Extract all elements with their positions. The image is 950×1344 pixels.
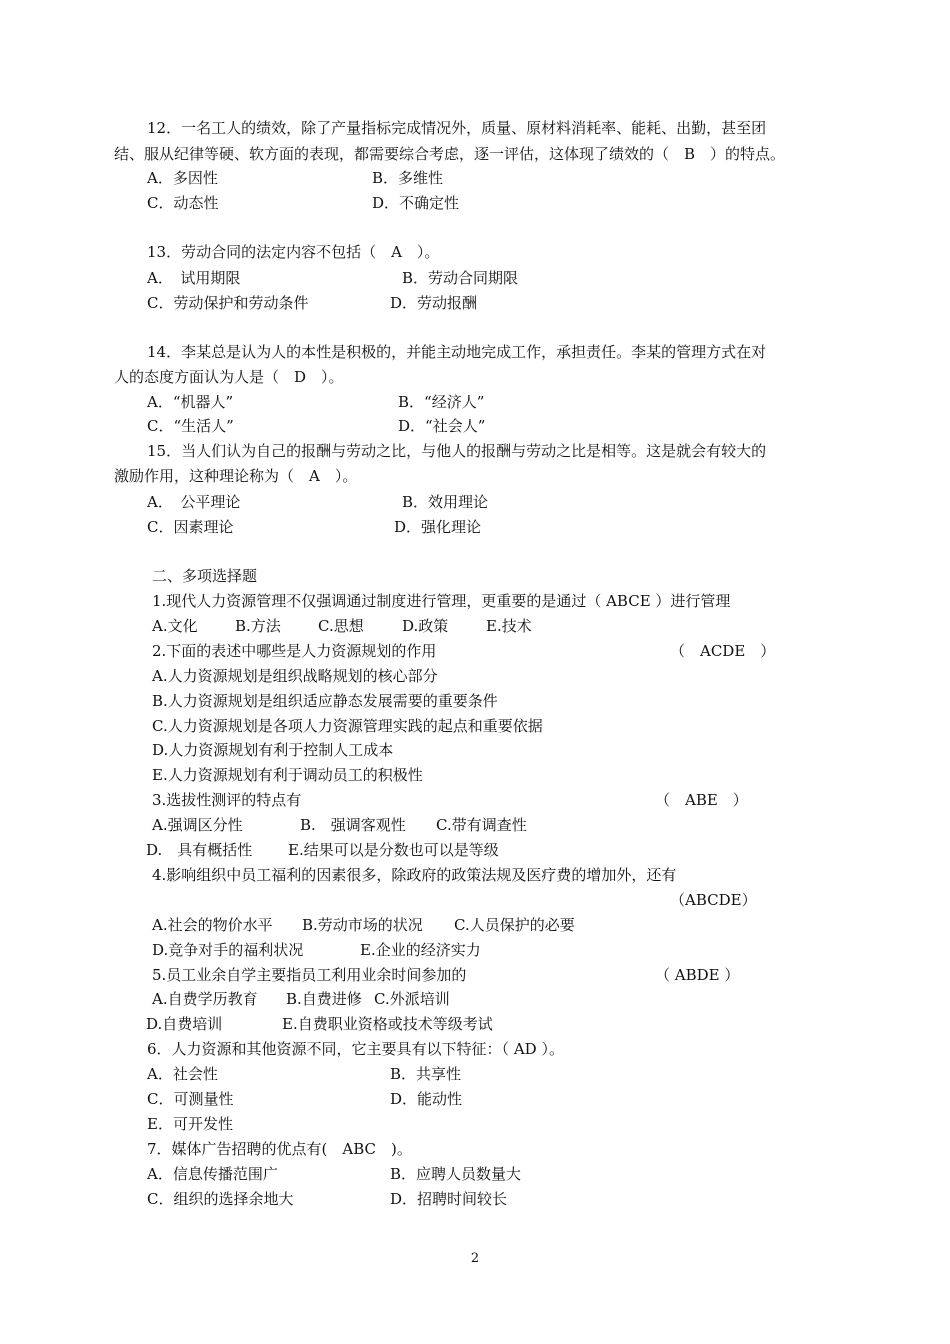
q14-line2: 人的态度方面认为人是（ D ）。 [114, 368, 344, 386]
m2-stem: 2.下面的表述中哪些是人力资源规划的作用 [152, 642, 437, 660]
m4-stem: 4.影响组织中员工福利的因素很多，除政府的政策法规及医疗费的增加外，还有 [152, 866, 677, 884]
m7-stem: 7．媒体广告招聘的优点有( ABC )。 [147, 1140, 412, 1158]
q15-option-b: B．效用理论 [402, 493, 489, 511]
m1-option-c: C.思想 [318, 617, 364, 635]
m6-option-d: D．能动性 [390, 1090, 463, 1108]
m5-answer: （ ABDE ） [655, 966, 740, 984]
m7-option-b: B．应聘人员数量大 [390, 1165, 522, 1183]
q12-option-c: C．动态性 [147, 194, 219, 212]
m3-answer: （ ABE ） [655, 791, 748, 809]
m1-option-d: D.政策 [402, 617, 449, 635]
m2-option-a: A.人力资源规划是组织战略规划的核心部分 [152, 667, 438, 685]
m2-answer: （ ACDE ） [670, 642, 776, 660]
m2-option-d: D.人力资源规划有利于控制人工成本 [152, 741, 394, 759]
q12-option-d: D．不确定性 [372, 194, 460, 212]
q15-option-d: D．强化理论 [394, 518, 482, 536]
q13-option-c: C．劳动保护和劳动条件 [147, 294, 309, 312]
m5-option-e: E.自费职业资格或技术等级考试 [282, 1015, 493, 1033]
m6-option-a: A．社会性 [147, 1065, 218, 1083]
q13-option-d: D．劳动报酬 [390, 294, 478, 312]
m2-option-c: C.人力资源规划是各项人力资源管理实践的起点和重要依据 [152, 717, 543, 735]
m1-option-b: B.方法 [235, 617, 281, 635]
m3-stem: 3.选拔性测评的特点有 [152, 791, 302, 809]
q13-option-b: B．劳动合同期限 [402, 269, 519, 287]
m4-answer: （ABCDE） [670, 891, 757, 909]
m1-option-a: A.文化 [152, 617, 198, 635]
m1-option-e: E.技术 [486, 617, 532, 635]
q12-option-a: A．多因性 [147, 169, 218, 187]
m5-option-a: A.自费学历教育 [152, 990, 258, 1008]
q13-option-a: A． 试用期限 [147, 269, 241, 287]
m3-option-d: D. 具有概括性 [146, 841, 253, 859]
q15-line1: 15．当人们认为自己的报酬与劳动之比，与他人的报酬与劳动之比是相等。这是就会有较大的 [147, 442, 767, 460]
q14-option-c: C．“生活人” [147, 417, 234, 435]
m4-option-c: C.人员保护的必要 [454, 916, 575, 934]
q13-line1: 13．劳动合同的法定内容不包括（ A ）。 [147, 243, 440, 261]
page-number: 2 [470, 1251, 480, 1266]
q14-option-d: D．“社会人” [398, 417, 486, 435]
m4-option-e: E.企业的经济实力 [360, 941, 481, 959]
q15-line2: 激励作用，这种理论称为（ A ）。 [114, 467, 358, 485]
m5-option-d: D.自费培训 [146, 1015, 223, 1033]
m2-option-e: E.人力资源规划有利于调动员工的积极性 [152, 766, 423, 784]
m6-option-c: C．可测量性 [147, 1090, 234, 1108]
section-heading-multiple-choice: 二、多项选择题 [152, 567, 258, 585]
m4-option-a: A.社会的物价水平 [152, 916, 273, 934]
q14-line1: 14．李某总是认为人的本性是积极的，并能主动地完成工作，承担责任。李某的管理方式在对 [147, 343, 767, 361]
q12-line1: 12．一名工人的绩效，除了产量指标完成情况外，质量、原材料消耗率、能耗、出勤，甚至团 [147, 119, 767, 137]
q14-option-b: B．“经济人” [398, 393, 485, 411]
q12-option-b: B．多维性 [372, 169, 444, 187]
m3-option-b: B. 强调客观性 [300, 816, 406, 834]
m5-stem: 5.员工业余自学主要指员工利用业余时间参加的 [152, 966, 467, 984]
q14-option-a: A．“机器人” [147, 393, 234, 411]
q15-option-c: C．因素理论 [147, 518, 234, 536]
m4-option-d: D.竞争对手的福利状况 [152, 941, 304, 959]
m7-option-a: A．信息传播范围广 [147, 1165, 278, 1183]
q12-line2: 结、服从纪律等硬、软方面的表现，都需要综合考虑，逐一评估，这体现了绩效的（ B ）的特点。 [114, 145, 786, 163]
m7-option-d: D．招聘时间较长 [390, 1190, 508, 1208]
m1-stem: 1.现代人力资源管理不仅强调通过制度进行管理，更重要的是通过（ ABCE ）进行管理 [152, 592, 731, 610]
m2-option-b: B.人力资源规划是组织适应静态发展需要的重要条件 [152, 692, 498, 710]
m3-option-e: E.结果可以是分数也可以是等级 [288, 841, 499, 859]
m7-option-c: C．组织的选择余地大 [147, 1190, 294, 1208]
m6-option-e: E．可开发性 [147, 1115, 233, 1133]
m6-stem: 6．人力资源和其他资源不同，它主要具有以下特征：（ AD ）。 [147, 1040, 564, 1058]
q15-option-a: A． 公平理论 [147, 493, 241, 511]
m6-option-b: B．共享性 [390, 1065, 462, 1083]
m3-option-c: C.带有调查性 [436, 816, 527, 834]
m4-option-b: B.劳动市场的状况 [302, 916, 423, 934]
m3-option-a: A.强调区分性 [152, 816, 243, 834]
m5-option-b: B.自费进修 [286, 990, 362, 1008]
m5-option-c: C.外派培训 [374, 990, 450, 1008]
